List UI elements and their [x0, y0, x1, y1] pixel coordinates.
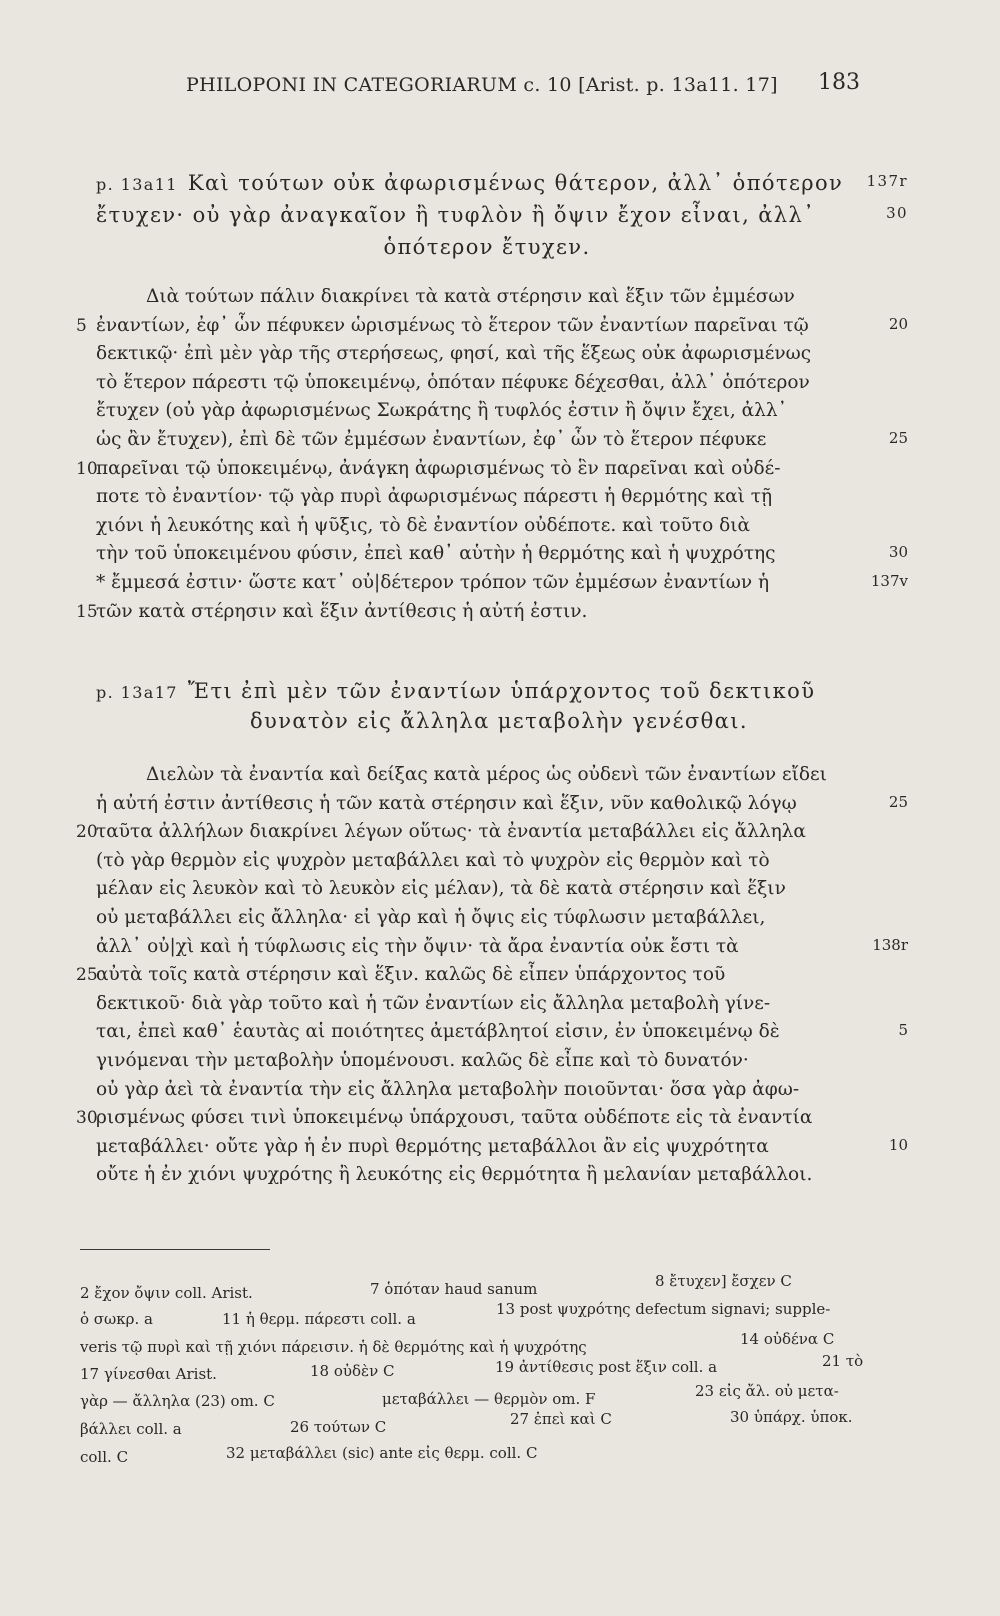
line-number: 15 [76, 601, 98, 622]
line-text: μέλαν εἰς λευκὸν καὶ τὸ λευκὸν εἰς μέλαν), τὰ δὲ κατὰ στέρησιν καὶ ἕξιν [96, 878, 786, 900]
line-text: μεταβάλλει· οὔτε γὰρ ἡ ἐν πυρὶ θερμότης μεταβάλλοι ἂν εἰς ψυχρότητα [96, 1135, 769, 1157]
text-line [96, 991, 878, 1017]
line-text: ταῦτα ἀλλήλων διακρίνει λέγων οὕτως· τὰ ἐναντία μεταβάλλει εἰς ἄλληλα [96, 821, 806, 843]
line-text: οὐ μεταβάλλει εἰς ἄλληλα· εἰ γὰρ καὶ ἡ ὄψις εἰς τύφλωσιν μεταβάλλει, [96, 907, 766, 928]
lemma-reference: p. 13a17 [96, 683, 178, 702]
apparatus-note: 14 οὐδένα C [740, 1330, 835, 1348]
line-text: * ἔμμεσά ἐστιν· ὥστε κατ᾽ οὐ|δέτερον τρόπον τῶν ἐμμέσων ἐναντίων ἡ [96, 572, 770, 593]
line-text: οὐ γὰρ ἀεὶ τὰ ἐναντία τὴν εἰς ἄλληλα μεταβολὴν ποιοῦνται· ὅσα γὰρ ἀφω- [96, 1078, 800, 1100]
margin-reference: 20 [888, 314, 908, 333]
apparatus-note: 2 ἔχον ὄψιν coll. Arist. [80, 1284, 253, 1302]
margin-reference: 25 [888, 792, 908, 811]
apparatus-note: 23 εἰς ἄλ. οὐ μετα- [695, 1382, 839, 1400]
line-text: Διὰ τούτων πάλιν διακρίνει τὰ κατὰ στέρησιν καὶ ἕξιν τῶν ἐμμέσων [146, 286, 795, 307]
text-line [96, 905, 878, 931]
apparatus-note: 27 ἐπεὶ καὶ C [510, 1410, 612, 1428]
text-line [96, 513, 878, 539]
margin-reference: 138r [872, 935, 908, 954]
line-number: 30 [76, 1108, 98, 1129]
apparatus-note: 32 μεταβάλλει (sic) ante εἰς θερμ. coll. C [226, 1444, 538, 1462]
lemma-text: ἔτυχεν· οὐ γὰρ ἀναγκαῖον ἢ τυφλὸν ἢ ὄψιν ἔχον εἶναι, ἀλλ᾽ [96, 203, 816, 227]
line-number: 5 [76, 315, 87, 336]
apparatus-note: ὁ σωκρ. a [80, 1310, 153, 1328]
text-line [96, 1019, 908, 1045]
line-text: αὐτὰ τοῖς κατὰ στέρησιν καὶ ἕξιν. καλῶς δὲ εἶπεν ὑπάρχοντος τοῦ [96, 964, 726, 986]
text-line [76, 819, 878, 845]
line-number: 10 [76, 458, 98, 479]
lemma-line [96, 170, 908, 198]
text-line [96, 1162, 878, 1188]
footnote-rule [80, 1249, 270, 1250]
line-text: τῶν κατὰ στέρησιν καὶ ἕξιν ἀντίθεσις ἡ αὐτή ἐστιν. [96, 600, 588, 622]
text-line [96, 848, 878, 874]
text-line [96, 1077, 878, 1103]
text-line [96, 427, 908, 453]
running-header [186, 70, 860, 104]
line-text: Διελὼν τὰ ἐναντία καὶ δείξας κατὰ μέρος ὡς οὐδενὶ τῶν ἐναντίων εἴδει [146, 764, 827, 785]
margin-reference: 30 [888, 543, 908, 562]
apparatus-note: βάλλει coll. a [80, 1420, 182, 1438]
lemma-text: δυνατὸν εἰς ἄλληλα μεταβολὴν γενέσθαι. [250, 709, 748, 733]
margin-reference: 25 [888, 429, 908, 447]
apparatus-note: 7 ὁπόταν haud sanum [370, 1280, 538, 1298]
line-text: ἀλλ᾽ οὐ|χὶ καὶ ἡ τύφλωσις εἰς τὴν ὄψιν· τὰ ἄρα ἐναντία οὐκ ἔστι τὰ [96, 935, 739, 957]
apparatus-note: 17 γίνεσθαι Arist. [80, 1365, 217, 1383]
text-line [96, 1048, 878, 1074]
line-text: ἐναντίων, ἐφ᾽ ὧν πέφυκεν ὡρισμένως τὸ ἕτερον τῶν ἐναντίων παρεῖναι τῷ [96, 314, 809, 336]
apparatus-note: γὰρ — ἄλληλα (23) om. C [80, 1392, 275, 1410]
apparatus-note: 13 post ψυχρότης defectum signavi; supple- [496, 1300, 831, 1318]
text-line [96, 876, 878, 902]
line-text: δεκτικῷ· ἐπὶ μὲν γὰρ τῆς στερήσεως, φησί, καὶ τῆς ἕξεως οὐκ ἀφωρισμένως [96, 343, 812, 365]
line-text: γινόμεναι τὴν μεταβολὴν ὑπομένουσι. καλῶς δὲ εἶπε καὶ τὸ δυνατόν· [96, 1050, 749, 1071]
line-text: ἡ αὐτή ἐστιν ἀντίθεσις ἡ τῶν κατὰ στέρησιν καὶ ἕξιν, νῦν καθολικῷ λόγῳ [96, 792, 797, 814]
text-line [96, 570, 908, 596]
text-line [96, 541, 908, 567]
apparatus-note: 30 ὑπάρχ. ὑποκ. [730, 1408, 853, 1426]
line-number: 20 [76, 822, 98, 843]
text-line [96, 370, 878, 396]
lemma-line [96, 234, 878, 260]
apparatus-note: coll. C [80, 1448, 129, 1466]
apparatus-note: 19 ἀντίθεσις post ἕξιν coll. a [495, 1358, 718, 1376]
line-text: ὡς ἂν ἔτυχεν), ἐπὶ δὲ τῶν ἐμμέσων ἐναντίων, ἐφ᾽ ὧν τὸ ἕτερον πέφυκε [96, 429, 767, 450]
lemma-line [250, 708, 1000, 734]
apparatus-note: 18 οὐδὲν C [310, 1362, 395, 1380]
line-text: ποτε τὸ ἐναντίον· τῷ γὰρ πυρὶ ἀφωρισμένως πάρεστι ἡ θερμότης καὶ τῇ [96, 486, 773, 508]
apparatus-note: 26 τούτων C [290, 1418, 387, 1436]
line-text: ται, ἐπεὶ καθ᾽ ἑαυτὰς αἱ ποιότητες ἀμετάβλητοί εἰσιν, ἐν ὑποκειμένῳ δὲ [96, 1021, 780, 1043]
text-line [96, 341, 878, 367]
text-line [96, 762, 878, 788]
text-line [76, 313, 908, 339]
line-text: ἔτυχεν (οὐ γὰρ ἀφωρισμένως Σωκράτης ἢ τυφλός ἐστιν ἢ ὄψιν ἔχει, ἀλλ᾽ [96, 400, 787, 422]
text-line [96, 398, 878, 424]
lemma-line [96, 678, 878, 706]
page-number: 183 [818, 70, 860, 95]
margin-reference: 10 [888, 1135, 908, 1154]
lemma-reference: p. 13a11 [96, 175, 178, 194]
lemma-text: Ἔτι ἐπὶ μὲν τῶν ἐναντίων ὑπάρχοντος τοῦ δεκτικοῦ [187, 679, 816, 703]
line-text: οὔτε ἡ ἐν χιόνι ψυχρότης ἢ λευκότης εἰς θερμότητα ἢ μελανίαν μεταβάλλοι. [96, 1164, 813, 1186]
apparatus-note: veris τῷ πυρὶ καὶ τῇ χιόνι πάρεισιν. ἡ δὲ θερμότης καὶ ἡ ψυχρότης [80, 1338, 587, 1356]
text-line [76, 962, 878, 988]
margin-reference: 5 [898, 1021, 908, 1040]
line-text: δεκτικοῦ· διὰ γὰρ τοῦτο καὶ ἡ τῶν ἐναντίων εἰς ἄλληλα μεταβολὴ γίνε- [96, 992, 771, 1014]
apparatus-note: μεταβάλλει — θερμὸν om. F [382, 1390, 596, 1408]
text-line [96, 484, 878, 510]
lemma-text: Καὶ τούτων οὐκ ἀφωρισμένως θάτερον, ἀλλ᾽ ὁπότερον [187, 171, 844, 195]
text-line [76, 599, 878, 625]
line-text: τὸ ἕτερον πάρεστι τῷ ὑποκειμένῳ, ὁπόταν πέφυκε δέχεσθαι, ἀλλ᾽ ὁπότερον [96, 371, 810, 393]
line-text: χιόνι ἡ λευκότης καὶ ἡ ψῦξις, τὸ δὲ ἐναντίον οὐδέποτε. καὶ τοῦτο διὰ [96, 514, 751, 536]
line-number: 25 [76, 965, 98, 986]
line-text: (τὸ γὰρ θερμὸν εἰς ψυχρὸν μεταβάλλει καὶ τὸ ψυχρὸν εἰς θερμὸν καὶ τὸ [96, 849, 770, 871]
text-line [96, 284, 878, 310]
line-text: παρεῖναι τῷ ὑποκειμένῳ, ἀνάγκη ἀφωρισμένως τὸ ἓν παρεῖναι καὶ οὐδέ- [96, 457, 781, 479]
margin-folio: 137r [866, 172, 908, 190]
line-text: ρισμένως φύσει τινὶ ὑποκειμένῳ ὑπάρχουσι, ταῦτα οὐδέποτε εἰς τὰ ἐναντία [96, 1107, 813, 1129]
text-line [96, 934, 908, 960]
text-line [96, 791, 908, 817]
text-line [76, 456, 878, 482]
apparatus-note: 11 ἡ θερμ. πάρεστι coll. a [222, 1310, 416, 1328]
running-title: PHILOPONI IN CATEGORIARUM c. 10 [Arist. p. 13a11. 17] [186, 74, 778, 96]
margin-line-number: 30 [886, 204, 908, 222]
line-text: τὴν τοῦ ὑποκειμένου φύσιν, ἐπεὶ καθ᾽ αὑτὴν ἡ θερμότης καὶ ἡ ψυχρότης [96, 543, 776, 565]
text-line [96, 1134, 908, 1160]
margin-reference: 137v [870, 572, 908, 590]
apparatus-note: 21 τὸ [822, 1352, 864, 1370]
lemma-text: ὁπότερον ἔτυχεν. [383, 235, 591, 259]
lemma-line [96, 202, 908, 228]
apparatus-note: 8 ἔτυχεν] ἔσχεν C [655, 1272, 792, 1290]
text-line [76, 1105, 878, 1131]
